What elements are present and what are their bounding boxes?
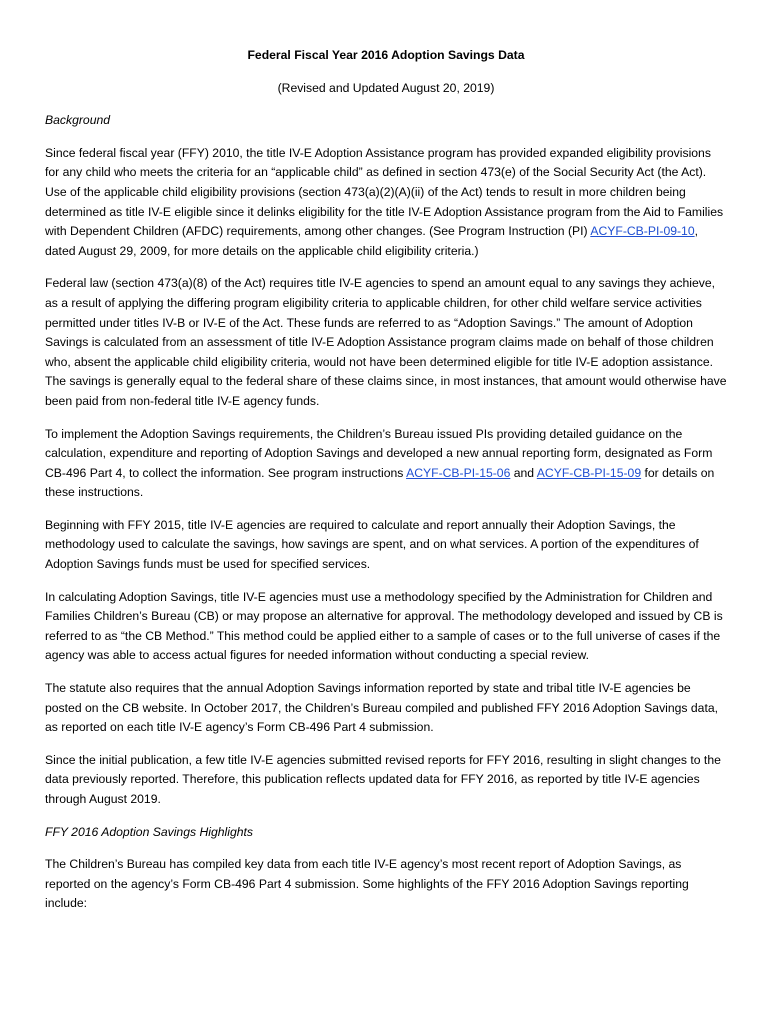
paragraph-eligibility: [45, 144, 727, 262]
paragraph-methodology: In calculating Adoption Savings, title IV-E agencies must use a methodology specified by the Administration for Children and Families Children’s Bureau (CB) or may propose an alternative for approval. The methodology developed and issued by CB is referred to as “the CB Method.” This method could be applied either to a sample of cases or to the full universe of cases if the agency was able to access actual figures for needed information without conducting a special review.: [45, 589, 723, 663]
page-title: Federal Fiscal Year 2016 Adoption Savings Data: [247, 48, 525, 62]
paragraph-text: for details on these instructions.: [45, 465, 715, 500]
paragraph-implementation: [45, 425, 727, 503]
paragraph-highlights-intro: The Children’s Bureau has compiled key data from each title IV-E agency’s most recent report of Adoption Savings, as reported on the agency’s Form CB-496 Part 4 submission. Some highlights of the FFY 2016 Adoption Savings reporting include:: [45, 857, 689, 911]
paragraph-revisions: Since the initial publication, a few title IV-E agencies submitted revised reports for FFY 2016, resulting in slight changes to the data previously reported. Therefore, this publication reflects updated data for FFY 2016, as reported by title IV-E agencies through August 2019.: [45, 752, 721, 806]
link-acyf-cb-pi-15-06[interactable]: ACYF-CB-PI-15-06: [406, 465, 511, 480]
paragraph-reporting-requirements: Beginning with FFY 2015, title IV-E agencies are required to calculate and report annually their Adoption Savings, the methodology used to calculate the savings, how savings are spent, and on what services. A portion of the expenditures of Adoption Savings funds must be used for specified services.: [45, 517, 699, 572]
page-subtitle: (Revised and Updated August 20, 2019): [277, 80, 495, 95]
link-acyf-cb-pi-09-10[interactable]: ACYF-CB-PI-09-10: [590, 224, 695, 239]
paragraph-text: and: [510, 465, 537, 480]
paragraph-text: To implement the Adoption Savings requirements, the Children’s Bureau issued PIs providing detailed guidance on the calculation, expenditure and reporting of Adoption Savings and developed a new annual reporting form, designated as Form CB-496 Part 4, to collect the information. See program instructions: [45, 426, 713, 480]
document-body: [45, 46, 727, 927]
section-heading-background: Background: [45, 113, 111, 128]
paragraph-text: , dated August 29, 2009, for more details on the applicable child eligibility criteria.): [45, 224, 698, 258]
paragraph-federal-law: Federal law (section 473(a)(8) of the Act) requires title IV-E agencies to spend an amount equal to any savings they achieve, as a result of applying the differing program eligibility criteria to applicable children, for other child welfare service activities permitted under titles IV-B or IV-E of the Act. These funds are referred to as “Adoption Savings.” The amount of Adoption Savings is calculated from an assessment of title IV-E Adoption Assistance program claims made on behalf of those children who, absent the applicable child eligibility criteria, would not have been determined eligible for title IV-E adoption assistance. The savings is generally equal to the federal share of these claims since, in most instances, that amount would otherwise have been paid from non-federal title IV-E agency funds.: [45, 276, 727, 408]
paragraph-text: Since federal fiscal year (FFY) 2010, the title IV-E Adoption Assistance program has provided expanded eligibility provisions for any child who meets the criteria for an “applicable child” as defined in section 473(e) of the Social Security Act (the Act). Use of the applicable child eligibility provisions (section 473(a)(2)(A)(ii) of the Act) tends to result in more children being determined as title IV-E eligible since it delinks eligibility for the title IV-E Adoption Assistance program from the Aid to Families with Dependent Children (AFDC) requirements, among other changes. (See Program Instruction (PI): [45, 145, 724, 239]
section-heading-highlights: FFY 2016 Adoption Savings Highlights: [45, 824, 253, 839]
paragraph-statute-posting: The statute also requires that the annual Adoption Savings information reported by state and tribal title IV-E agencies be posted on the CB website. In October 2017, the Children’s Bureau compiled and published FFY 2016 Adoption Savings data, as reported on each title IV-E agency’s Form CB-496 Part 4 submission.: [45, 681, 719, 735]
link-acyf-cb-pi-15-09[interactable]: ACYF-CB-PI-15-09: [536, 465, 642, 480]
